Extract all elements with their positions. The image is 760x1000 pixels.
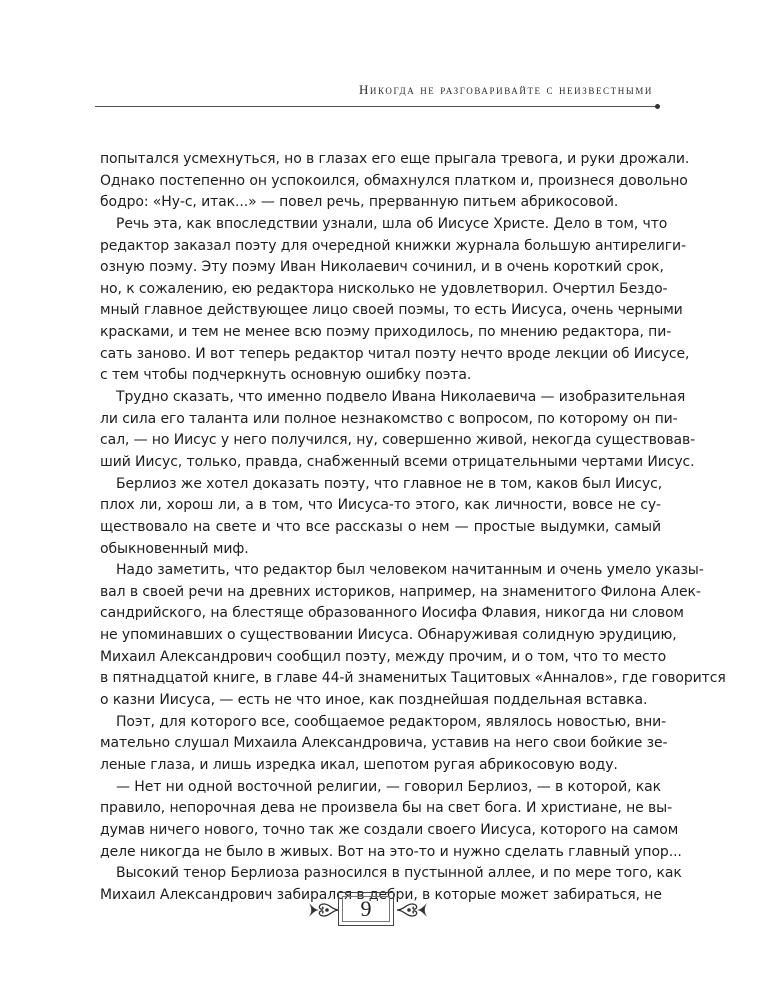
page-number: 9 (360, 896, 372, 921)
text-line: думав ничего нового, точно так же создали своего Иисуса, которого на самом (100, 821, 679, 838)
text-line: вал в своей речи на древних историков, например, на знаменитого Филона Алек- (100, 583, 701, 600)
text-line: Трудно сказать, что именно подвело Ивана Николаевича — изобразительная (116, 389, 686, 406)
page-footer (0, 889, 760, 929)
chapter-title: Никогда не разговаривайте с неизвестными (358, 82, 653, 97)
text-line: мательно слушал Михаила Александровича, уставив на него свои бойкие зе- (100, 735, 668, 752)
text-line: Михаил Александрович забирался в дебри, в которые может забираться, не (100, 886, 662, 903)
text-line: попытался усмехнуться, но в глазах его еще прыгала тревога, и руки дрожали. (100, 151, 690, 167)
text-line: леные глаза, и лишь изредка икал, шепотом ругая абрикосовую воду. (100, 756, 618, 773)
text-line: Михаил Александрович сообщил поэту, между прочим, и о том, что то место (100, 648, 667, 665)
text-line: деле никогда не было в живых. Вот на это-то и нужно сделать главный упор... (100, 843, 682, 860)
text-line: Надо заметить, что редактор был человеком начитанным и очень умело указы- (116, 562, 704, 579)
header-dot-ornament (655, 104, 660, 109)
text-line: — Нет ни одной восточной религии, — говорил Берлиоз, — в которой, как (116, 778, 661, 795)
text-line: обыкновенный миф. (100, 540, 249, 557)
text-line: Высокий тенор Берлиоза разносился в пустынной аллее, и по мере того, как (116, 865, 682, 882)
text-line: сандрийского, на блестяще образованного Иосифа Флавия, никогда ни словом (100, 605, 684, 622)
right-flourish-icon (396, 895, 430, 925)
text-line: мный главное действующее лицо своей поэмы, то есть Иисуса, очень черными (100, 302, 683, 319)
text-line: о казни Иисуса, — есть не что иное, как позднейшая поддельная вставка. (100, 692, 648, 709)
text-line: ли сила его таланта или полное незнакомство с вопросом, по которому он пи- (100, 410, 678, 427)
body-text (100, 149, 726, 906)
text-line: Речь эта, как впоследствии узнали, шла об Иисусе Христе. Дело в том, что (116, 215, 668, 232)
text-line: сал, — но Иисус у него получился, ну, совершенно живой, некогда существовав- (100, 432, 696, 449)
text-line: ший Иисус, только, правда, снабженный всеми отрицательными чертами Иисус. (100, 453, 695, 470)
left-flourish-icon (306, 895, 340, 925)
text-line: редактор заказал поэту для очередной книжки журнала большую антирелиги- (100, 237, 686, 254)
text-line: плох ли, хорош ли, а в том, что Иисуса-то этого, как личности, вовсе не су- (100, 497, 661, 514)
text-line: красками, и тем не менее всю поэму приходилось, по мнению редактора, пи- (100, 324, 672, 341)
header-rule (95, 106, 657, 107)
text-line: Однако постепенно он успокоился, обмахнулся платком и, произнеся довольно (100, 172, 688, 189)
text-line: Берлиоз же хотел доказать поэту, что главное не в том, каков был Иисус, (116, 475, 663, 492)
text-line: правило, непорочная дева не произвела бы на свет бога. И христиане, не вы- (100, 800, 673, 817)
text-line: Поэт, для которого все, сообщаемое редактором, являлось новостью, вни- (116, 713, 667, 730)
text-line: бодро: «Ну-с, итак...» — повел речь, прерванную питьем абрикосовой. (100, 194, 619, 211)
text-line: но, к сожалению, ею редактора нисколько не удовлетворил. Очертил Бездо- (100, 280, 668, 297)
text-line: в пятнадцатой книге, в главе 44-й знаменитых Тацитовых «Анналов», где говорится (100, 670, 726, 687)
text-line: не упоминавших о существовании Иисуса. Обнаруживая солидную эрудицию, (100, 627, 677, 644)
text-line: с тем чтобы подчеркнуть основную ошибку поэта. (100, 367, 472, 384)
running-header (95, 82, 657, 98)
text-line: ществовало на свете и что все рассказы о нем — простые выдумки, самый (100, 518, 661, 535)
page-number-frame (338, 892, 394, 926)
text-line: озную поэму. Эту поэму Иван Николаевич сочинил, и в очень короткий срок, (100, 259, 664, 276)
text-line: сать заново. И вот теперь редактор читал поэту нечто вроде лекции об Иисусе, (100, 345, 690, 362)
